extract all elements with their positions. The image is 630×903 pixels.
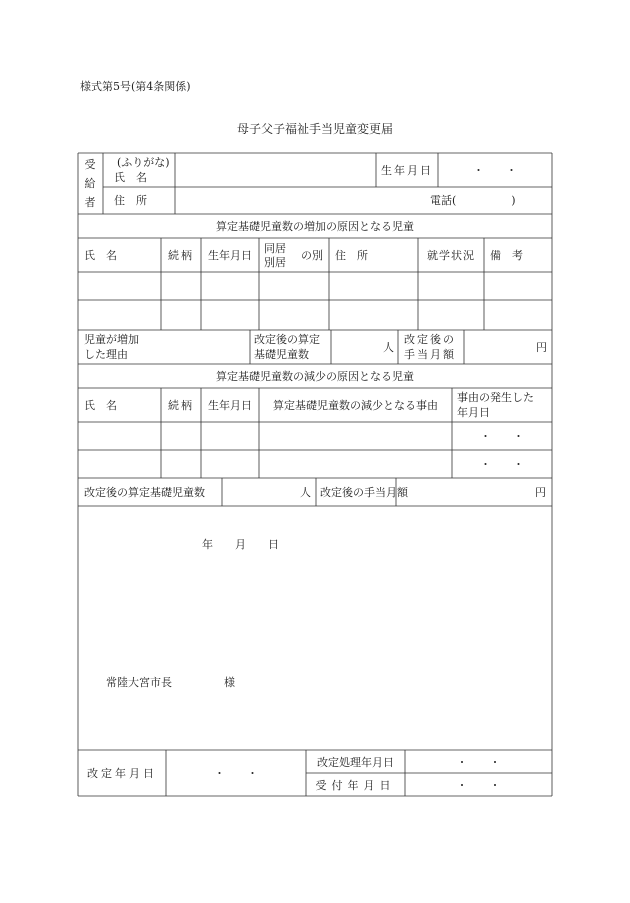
dec-col-date-2: 年月日 — [457, 406, 490, 419]
inc-col-address: 住 所 — [335, 249, 368, 262]
inc-col-name: 氏 名 — [84, 249, 117, 262]
address-label: 住 所 — [114, 194, 147, 207]
inc-col-relation: 続柄 — [168, 249, 194, 262]
increase-reason-label-1: 児童が増加 — [84, 333, 139, 346]
reception-date-label: 受付年月日 — [315, 779, 396, 792]
inc-count-unit: 人 — [383, 341, 394, 354]
inc-amount-label-2: 手当月額 — [404, 348, 456, 361]
dec-col-birthdate: 生年月日 — [208, 399, 252, 412]
addressee-honorific: 様 — [224, 676, 235, 689]
inc-col-school: 就学状況 — [427, 249, 475, 262]
inc-amount-label-1: 改定後の — [404, 333, 456, 346]
inc-amount-unit: 円 — [536, 341, 547, 354]
inc-col-cohabit-suffix: の別 — [301, 249, 323, 262]
inc-count-label-2: 基礎児童数 — [254, 348, 309, 361]
furigana-label: (ふりがな) — [117, 156, 170, 169]
revised-count-unit: 人 — [300, 486, 311, 499]
inc-col-cohabit-bottom: 別居 — [264, 256, 286, 269]
declaration-date: 年 月 日 — [202, 538, 279, 551]
dec-row1-date: ・ ・ — [480, 430, 524, 443]
dec-col-reason: 算定基礎児童数の減少となる事由 — [273, 399, 438, 412]
inc-col-remarks: 備 考 — [490, 249, 523, 262]
revised-amount-unit: 円 — [535, 486, 546, 499]
revision-date-value: ・ ・ — [214, 767, 258, 780]
dec-col-relation: 続柄 — [168, 399, 194, 412]
processing-date-label: 改定処理年月日 — [317, 756, 394, 769]
dec-col-date-1: 事由の発生した — [457, 391, 534, 404]
phone-label: 電話( ) — [430, 194, 516, 207]
revision-date-label: 改定年月日 — [87, 767, 157, 780]
revised-count-label: 改定後の算定基礎児童数 — [84, 486, 205, 499]
decrease-section-title: 算定基礎児童数の減少の原因となる児童 — [216, 370, 414, 383]
addressee: 常陸大宮市長 — [106, 676, 172, 689]
inc-col-cohabit-top: 同居 — [264, 242, 286, 255]
processing-date-value: ・ ・ — [456, 756, 501, 769]
increase-reason-label-2: した理由 — [84, 348, 128, 361]
name-label: 氏 名 — [114, 171, 147, 184]
reception-date-value: ・ ・ — [456, 779, 501, 792]
form-title: 母子父子福祉手当児童変更届 — [236, 122, 393, 136]
dec-col-name: 氏 名 — [84, 399, 117, 412]
dec-row2-date: ・ ・ — [480, 458, 524, 471]
birthdate-label: 生年月日 — [381, 164, 433, 177]
inc-count-label-1: 改定後の算定 — [254, 333, 320, 346]
increase-section-title: 算定基礎児童数の増加の原因となる児童 — [216, 220, 414, 233]
recipient-section-label: 受給者 — [84, 158, 96, 209]
inc-col-birthdate: 生年月日 — [208, 249, 252, 262]
form-code: 様式第5号(第4条関係) — [80, 80, 191, 93]
birthdate-value: ・ ・ — [473, 164, 517, 177]
revised-amount-label: 改定後の手当月額 — [320, 486, 408, 499]
